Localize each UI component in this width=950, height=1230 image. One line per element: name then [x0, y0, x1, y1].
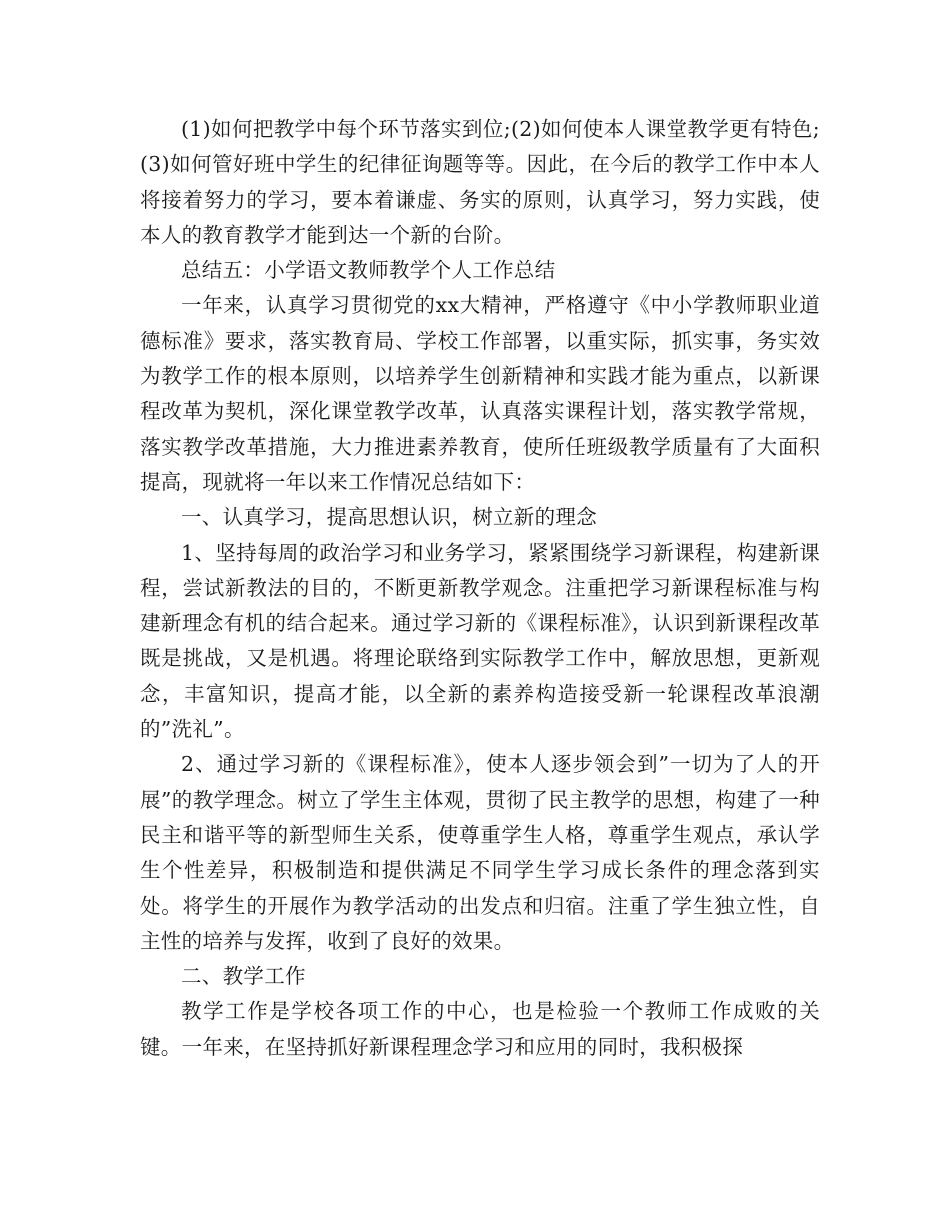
paragraph-year-overview: 一年来，认真学习贯彻党的xx大精神，严格遵守《中小学教师职业道德标准》要求，落实教育局、学校工作部署，以重实际，抓实事，务实效为教学工作的根本原则，以培养学生创新精神和实践才能为重点，以新课程改革为契机，深化课堂教学改革，认真落实课程计划，落实教学常规，落实教学改革措施，大力推进素养教育，使所任班级教学质量有了大面积提高，现就将一年以来工作情况总结如下： — [140, 293, 820, 494]
section-title-summary-five: 总结五：小学语文教师教学个人工作总结 — [181, 258, 556, 283]
paragraph-improvement-questions: (1)如何把教学中每个环节落实到位;(2)如何使本人课堂教学更有特色;(3)如何管好班中学生的纪律征询题等等。因此，在今后的教学工作中本人将接着努力的学习，要本着谦虚、务实的原则，认真学习，努力实践，使本人的教育教学才能到达一个新的台阶。 — [140, 117, 820, 247]
paragraph-teaching-center: 教学工作是学校各项工作的中心，也是检验一个教师工作成败的关键。一年来，在坚持抓好新课程理念学习和应用的同时，我积极探 — [140, 999, 820, 1059]
paragraph-weekly-study: 1、坚持每周的政治学习和业务学习，紧紧围绕学习新课程，构建新课程，尝试新教法的目的，不断更新教学观念。注重把学习新课程标准与构建新理念有机的结合起来。通过学习新的《课程标准》，认识到新课程改革既是挑战，又是机遇。将理论联络到实际教学工作中，解放思想，更新观念，丰富知识，提高才能，以全新的素养构造接受新一轮课程改革浪潮的”洗礼”。 — [140, 540, 820, 742]
paragraph-curriculum-standards: 2、通过学习新的《课程标准》，使本人逐步领会到”一切为了人的开展”的教学理念。树立了学生主体观，贯彻了民主教学的思想，构建了一种民主和谐平等的新型师生关系，使尊重学生人格，尊重学生观点，承认学生个性差异，积极制造和提供满足不同学生学习成长条件的理念落到实处。将学生的开展作为教学活动的出发点和归宿。注重了学生独立性，自主性的培养与发挥，收到了良好的效果。 — [140, 752, 820, 953]
heading-study-and-ideas: 一、认真学习，提高思想认识，树立新的理念 — [181, 505, 597, 530]
document-body — [140, 112, 820, 1065]
heading-teaching-work: 二、教学工作 — [181, 964, 306, 989]
